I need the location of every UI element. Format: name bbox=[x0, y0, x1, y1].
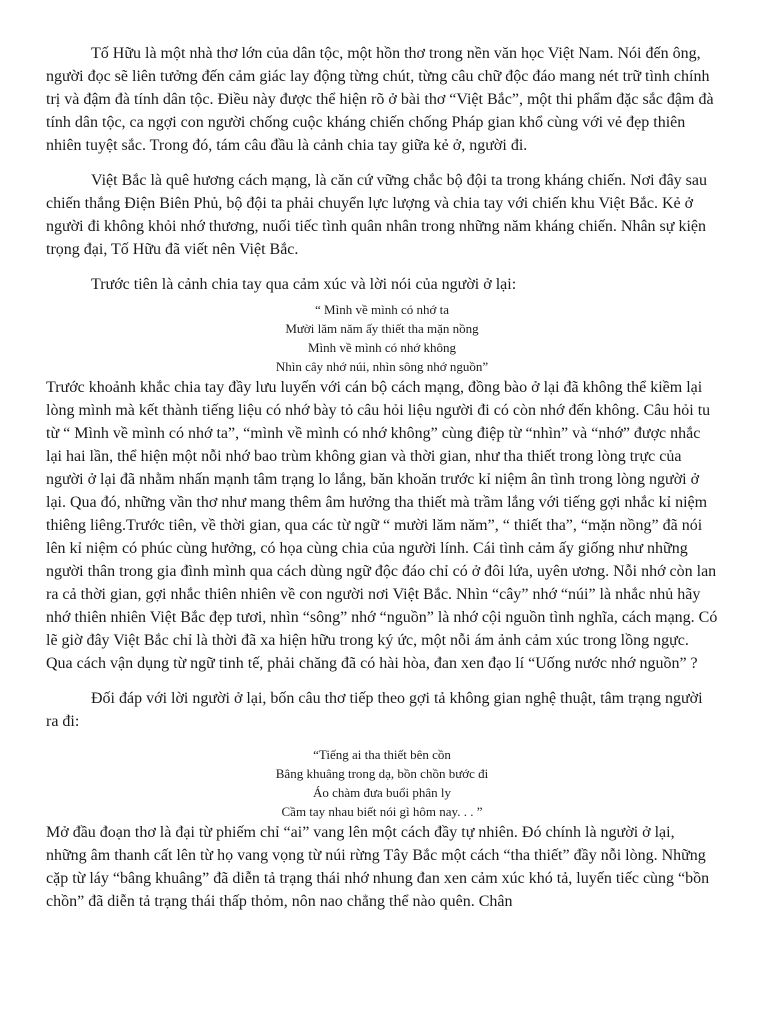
poem-stanza-2 bbox=[46, 745, 718, 821]
paragraph-analysis-2: Mở đầu đoạn thơ là đại từ phiếm chỉ “ai” vang lên một cách đầy tự nhiên. Đó chính là người ở lại, những âm thanh cất lên từ họ vang vọng từ núi rừng Tây Bắc một cách “tha thiết” đầy nỗi lòng. Những cặp từ láy “bâng khuâng” đã diễn tả trạng thái nhớ nhung đan xen cảm xúc khó tả, luyến tiếc cùng “bồn chồn” đã diễn tả trạng thái thấp thỏm, nôn nao chẳng thể nào quên. Chân bbox=[46, 824, 710, 910]
poem-stanza-1 bbox=[46, 300, 718, 376]
poem-line: Mình về mình có nhớ không bbox=[307, 340, 457, 355]
paragraph-analysis-1: Trước khoảnh khắc chia tay đầy lưu luyến với cán bộ cách mạng, đồng bào ở lại đã không thể kiềm lại lòng mình mà kết thành tiếng liệu có nhớ bày tỏ câu hỏi liệu người đi có còn nhớ đến không. Câu hỏi tu từ “ Mình về mình có nhớ ta”, “mình về mình có nhớ không” cùng điệp từ “nhìn” và “nhớ” được nhắc lại hai lần, thể hiện một nỗi nhớ bao trùm không gian và thời gian, như tha thiết trong lòng trực của người ở lại đã nhằm nhấn mạnh tâm trạng lo lắng, băn khoăn trước kỉ niệm ân tình trong lòng người ở lại. Qua đó, những vần thơ như mang thêm âm hưởng tha thiết mà trầm lắng với tiếng gợi nhắc kỉ niệm thiêng liêng.Trước tiên, về thời gian, qua các từ ngữ “ mười lăm năm”, “ thiết tha”, “mặn nồng” đã nói lên kỉ niệm có phúc cùng hưởng, có họa cùng chia của người lính. Cái tình cảm ấy giống như những người thân trong gia đình mình qua cách dùng ngữ độc đáo chỉ có ở đôi lứa, uyên ương. Nỗi nhớ còn lan ra cả thời gian, gợi nhắc thiên nhiên về con người nơi Việt Bắc. Nhìn “cây” nhớ “núi” là nhắc nhủ hãy nhớ thiên nhiên Việt Bắc đẹp tươi, nhìn “sông” nhớ “nguồn” là nhớ cội nguồn tình nghĩa, cách mạng. Có lẽ giờ đây Việt Bắc chỉ là thời đã xa hiện hữu trong ký ức, một nỗi ám ảnh cảm xúc trong lồng ngực. Qua cách vận dụng từ ngữ tinh tế, phải chăng đã có hài hòa, đan xen đạo lí “Uống nước nhớ nguồn” ? bbox=[46, 379, 718, 672]
paragraph-intro: Tố Hữu là một nhà thơ lớn của dân tộc, một hồn thơ trong nền văn học Việt Nam. Nói đến ông, người đọc sẽ liên tưởng đến cảm giác lay động từng chút, từng câu chữ độc đáo mang nét trữ tình chính trị và đậm đà tính dân tộc. Điều này được thể hiện rõ ở bài thơ “Việt Bắc”, một thi phẩm đặc sắc đậm đà tính dân tộc, ca ngợi con người chống cuộc kháng chiến chống Pháp gian khổ cùng với vẻ đẹp thiên nhiên tuyệt sắc. Trong đó, tám câu đầu là cảnh chia tay giữa kẻ ở, người đi. bbox=[46, 45, 714, 154]
poem-line: “ Mình về mình có nhớ ta bbox=[315, 302, 449, 317]
poem-line: “Tiếng ai tha thiết bên cồn bbox=[313, 747, 451, 762]
poem-line: Nhìn cây nhớ núi, nhìn sông nhớ nguồn” bbox=[275, 359, 489, 374]
paragraph-lead-in-1: Trước tiên là cảnh chia tay qua cảm xúc và lời nói của người ở lại: bbox=[91, 276, 517, 293]
paragraph-lead-in-2: Đối đáp với lời người ở lại, bốn câu thơ tiếp theo gợi tả không gian nghệ thuật, tâm trạng người ra đi: bbox=[46, 690, 703, 730]
poem-line: Mười lăm năm ấy thiết tha mặn nồng bbox=[285, 321, 479, 336]
poem-line: Cầm tay nhau biết nói gì hôm nay. . . ” bbox=[281, 804, 483, 819]
poem-line: Bâng khuâng trong dạ, bồn chồn bước đi bbox=[275, 766, 489, 781]
paragraph-context: Việt Bắc là quê hương cách mạng, là căn cứ vững chắc bộ đội ta trong kháng chiến. Nơi đây sau chiến thắng Điện Biên Phủ, bộ đội ta phải chuyển lực lượng và chia tay với chiến khu Việt Bắc. Kẻ ở người đi không khỏi nhớ thương, nuối tiếc tình quân nhân trong những năm kháng chiến. Nhân sự kiện trọng đại, Tố Hữu đã viết nên Việt Bắc. bbox=[46, 172, 707, 258]
document-page bbox=[46, 42, 718, 925]
poem-line: Áo chàm đưa buổi phân ly bbox=[312, 785, 452, 800]
